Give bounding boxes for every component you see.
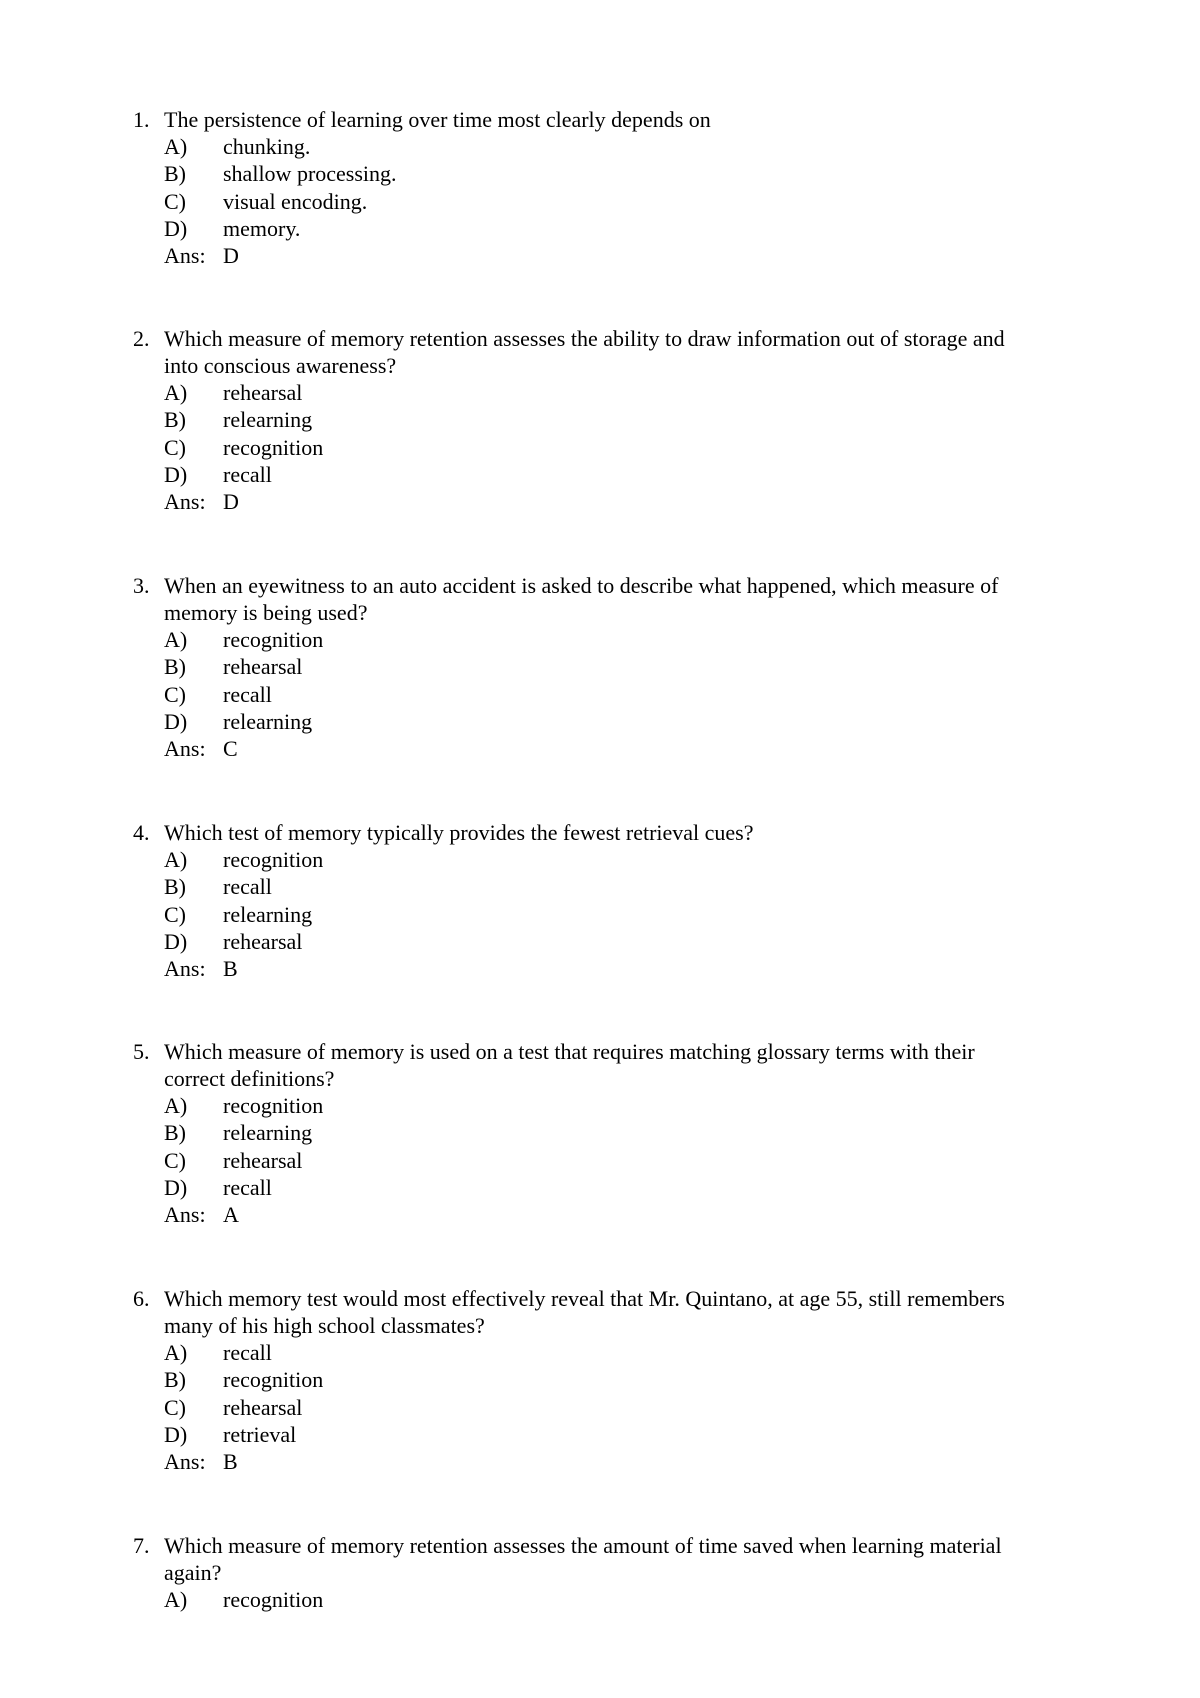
option-letter: B) — [164, 407, 186, 433]
option-letter: B) — [164, 654, 186, 680]
option-letter: A) — [164, 134, 188, 159]
option-text: shallow processing. — [223, 161, 397, 187]
option-b — [133, 160, 1033, 187]
option-text: recall — [223, 681, 272, 707]
option-letter: A) — [164, 847, 188, 872]
option-d — [133, 1421, 1033, 1448]
option-b — [133, 406, 1033, 433]
option-text: recall — [223, 1340, 272, 1365]
option-text: recognition — [223, 1367, 324, 1393]
option-d — [133, 215, 1033, 242]
option-a — [133, 626, 1033, 653]
question-number: 4. — [133, 820, 150, 845]
question-text: Which measure of memory retention assesses the amount of time saved when learning material again? — [164, 1533, 1002, 1585]
option-letter: A) — [164, 380, 188, 405]
option-d — [133, 461, 1033, 488]
answer-line — [133, 1448, 1033, 1475]
option-text: relearning — [223, 1120, 313, 1146]
question-stem — [133, 1532, 1033, 1586]
question-text: The persistence of learning over time most clearly depends on — [164, 107, 711, 132]
option-text: rehearsal — [223, 380, 303, 405]
question-text: Which measure of memory is used on a test that requires matching glossary terms with their correct definitions? — [164, 1039, 975, 1091]
answer-label: Ans: — [164, 1202, 206, 1228]
option-text: recall — [223, 1174, 272, 1200]
option-letter: D) — [164, 928, 188, 954]
question-stem — [133, 1285, 1033, 1339]
question-5 — [133, 1038, 1033, 1228]
option-letter: D) — [164, 1421, 188, 1447]
option-c — [133, 681, 1033, 708]
question-text: Which measure of memory retention assesses the ability to draw information out of storage and into conscious awareness? — [164, 326, 1005, 378]
answer-line — [133, 488, 1033, 515]
option-c — [133, 434, 1033, 461]
option-text: rehearsal — [223, 1394, 303, 1420]
option-text: visual encoding. — [223, 188, 368, 214]
question-7 — [133, 1532, 1033, 1613]
option-b — [133, 653, 1033, 680]
option-letter: D) — [164, 708, 188, 734]
answer-line — [133, 1201, 1033, 1228]
question-number: 1. — [133, 107, 150, 132]
option-text: retrieval — [223, 1421, 297, 1447]
option-text: recall — [223, 874, 272, 900]
question-number: 2. — [133, 326, 150, 351]
option-letter: C) — [164, 901, 186, 927]
question-6 — [133, 1285, 1033, 1475]
option-a — [133, 846, 1033, 873]
option-letter: A) — [164, 627, 188, 652]
option-letter: B) — [164, 161, 186, 187]
question-text: Which memory test would most effectively reveal that Mr. Quintano, at age 55, still remembers many of his high school classmates? — [164, 1286, 1005, 1338]
option-text: recognition — [223, 434, 324, 460]
option-text: recognition — [223, 1093, 324, 1118]
option-letter: C) — [164, 681, 186, 707]
question-number: 3. — [133, 573, 150, 598]
question-stem — [133, 572, 1033, 626]
option-text: rehearsal — [223, 928, 303, 954]
option-text: recognition — [223, 1587, 324, 1612]
option-letter: B) — [164, 874, 186, 900]
option-letter: A) — [164, 1587, 188, 1612]
option-c — [133, 1394, 1033, 1421]
question-text: When an eyewitness to an auto accident is asked to describe what happened, which measure of memory is being used? — [164, 573, 999, 625]
question-number: 6. — [133, 1286, 150, 1311]
option-text: relearning — [223, 708, 313, 734]
option-c — [133, 1147, 1033, 1174]
answer-value: C — [223, 736, 238, 762]
option-letter: B) — [164, 1120, 186, 1146]
option-letter: B) — [164, 1367, 186, 1393]
answer-label: Ans: — [164, 1449, 206, 1475]
option-letter: D) — [164, 1174, 188, 1200]
question-1 — [133, 106, 1033, 269]
answer-label: Ans: — [164, 243, 206, 269]
question-number: 5. — [133, 1039, 150, 1064]
option-text: recognition — [223, 627, 324, 652]
question-4 — [133, 819, 1033, 982]
answer-label: Ans: — [164, 956, 206, 982]
option-letter: C) — [164, 434, 186, 460]
option-text: relearning — [223, 901, 313, 927]
option-d — [133, 928, 1033, 955]
answer-line — [133, 735, 1033, 762]
option-text: recognition — [223, 847, 324, 872]
option-text: recall — [223, 461, 272, 487]
question-stem — [133, 106, 1033, 133]
option-letter: D) — [164, 461, 188, 487]
option-text: relearning — [223, 407, 313, 433]
option-c — [133, 901, 1033, 928]
option-text: rehearsal — [223, 654, 303, 680]
option-a — [133, 1586, 1033, 1613]
option-letter: C) — [164, 1147, 186, 1173]
option-a — [133, 1092, 1033, 1119]
answer-value: B — [223, 956, 238, 982]
option-c — [133, 188, 1033, 215]
question-stem — [133, 1038, 1033, 1092]
option-b — [133, 1119, 1033, 1146]
option-letter: C) — [164, 188, 186, 214]
question-stem — [133, 325, 1033, 379]
option-d — [133, 1174, 1033, 1201]
option-text: rehearsal — [223, 1147, 303, 1173]
option-a — [133, 133, 1033, 160]
option-a — [133, 1339, 1033, 1366]
answer-line — [133, 242, 1033, 269]
answer-label: Ans: — [164, 736, 206, 762]
answer-value: A — [223, 1202, 239, 1228]
option-letter: A) — [164, 1340, 188, 1365]
question-text: Which test of memory typically provides the fewest retrieval cues? — [164, 820, 754, 845]
answer-label: Ans: — [164, 489, 206, 515]
option-letter: C) — [164, 1394, 186, 1420]
question-2 — [133, 325, 1033, 515]
answer-value: B — [223, 1449, 238, 1475]
option-b — [133, 1366, 1033, 1393]
question-number: 7. — [133, 1533, 150, 1558]
option-text: memory. — [223, 215, 301, 241]
option-letter: D) — [164, 215, 188, 241]
option-b — [133, 873, 1033, 900]
option-letter: A) — [164, 1093, 188, 1118]
question-stem — [133, 819, 1033, 846]
answer-value: D — [223, 243, 239, 269]
answer-line — [133, 955, 1033, 982]
option-a — [133, 379, 1033, 406]
option-d — [133, 708, 1033, 735]
answer-value: D — [223, 489, 239, 515]
question-3 — [133, 572, 1033, 762]
option-text: chunking. — [223, 134, 311, 159]
